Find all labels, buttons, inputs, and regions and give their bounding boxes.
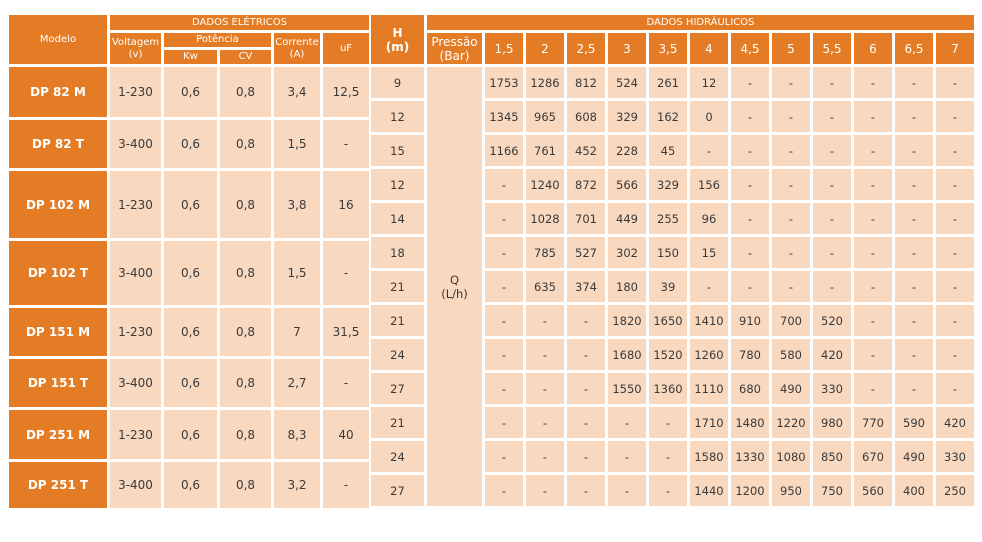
flow-cell: - [772, 169, 810, 200]
flow-cell: - [813, 135, 851, 166]
flow-cell: 45 [649, 135, 687, 166]
flow-cell: - [813, 169, 851, 200]
uf-cell: 12,5 [323, 67, 369, 117]
flow-cell: 329 [608, 101, 646, 132]
kw-cell: 0,6 [164, 241, 217, 305]
flow-cell: 330 [813, 373, 851, 404]
cv-cell: 0,8 [220, 308, 271, 356]
corrente-label: Corrente [275, 36, 319, 48]
flow-cell: 0 [690, 101, 728, 132]
flow-cell: - [936, 203, 974, 234]
h-unit: (m) [385, 39, 410, 54]
corrente-cell: 3,2 [274, 462, 320, 508]
hydraulic-data-table [368, 12, 977, 509]
flow-cell: - [772, 237, 810, 268]
flow-cell: - [526, 475, 564, 506]
flow-cell: - [731, 67, 769, 98]
model-name: DP 251 M [9, 410, 107, 459]
flow-cell: - [567, 407, 605, 438]
flow-cell: - [485, 441, 523, 472]
corrente-cell: 2,7 [274, 359, 320, 407]
flow-cell: - [936, 169, 974, 200]
flow-cell: 490 [772, 373, 810, 404]
flow-cell: - [526, 373, 564, 404]
flow-cell: 1440 [690, 475, 728, 506]
pressure-col-header: 6 [854, 33, 892, 64]
flow-cell: - [936, 135, 974, 166]
h-value: 27 [371, 373, 424, 404]
h-value: 18 [371, 237, 424, 268]
corrente-cell: 8,3 [274, 410, 320, 459]
corrente-cell: 7 [274, 308, 320, 356]
flow-cell: - [526, 339, 564, 370]
flow-cell: 180 [608, 271, 646, 302]
h-value: 21 [371, 305, 424, 336]
pressure-col-header: 4,5 [731, 33, 769, 64]
pressure-col-header: 5,5 [813, 33, 851, 64]
flow-cell: 701 [567, 203, 605, 234]
flow-cell: 1110 [690, 373, 728, 404]
pressure-col-header: 6,5 [895, 33, 933, 64]
flow-cell: 96 [690, 203, 728, 234]
flow-cell: - [813, 271, 851, 302]
flow-cell: - [936, 339, 974, 370]
flow-cell: 520 [813, 305, 851, 336]
flow-cell: - [895, 203, 933, 234]
flow-cell: 1200 [731, 475, 769, 506]
flow-cell: 770 [854, 407, 892, 438]
pressao-label: Pressão [431, 34, 478, 49]
flow-cell: 15 [690, 237, 728, 268]
voltagem-label: Voltagem [111, 36, 160, 48]
corrente-cell: 1,5 [274, 241, 320, 305]
flow-cell: - [608, 407, 646, 438]
flow-cell: 812 [567, 67, 605, 98]
model-name: DP 151 M [9, 308, 107, 356]
flow-cell: - [936, 101, 974, 132]
flow-cell: - [854, 305, 892, 336]
flow-cell: - [485, 271, 523, 302]
kw-cell: 0,6 [164, 308, 217, 356]
model-row [9, 241, 369, 305]
voltagem-cell: 1-230 [110, 67, 161, 117]
flow-cell: - [649, 441, 687, 472]
flow-cell: - [854, 237, 892, 268]
flow-cell: - [854, 67, 892, 98]
h-value: 24 [371, 441, 424, 472]
kw-cell: 0,6 [164, 359, 217, 407]
flow-cell: - [567, 339, 605, 370]
flow-cell: - [895, 135, 933, 166]
flow-cell: 524 [608, 67, 646, 98]
voltagem-cell: 3-400 [110, 359, 161, 407]
flow-cell: - [608, 441, 646, 472]
kw-cell: 0,6 [164, 462, 217, 508]
pressao-header [427, 33, 482, 64]
h-value: 24 [371, 339, 424, 370]
pressao-unit: (Bar) [439, 48, 470, 63]
flow-cell: 670 [854, 441, 892, 472]
model-row [9, 171, 369, 238]
flow-cell: - [854, 271, 892, 302]
q-unit: (L/h) [441, 286, 468, 301]
flow-cell: 780 [731, 339, 769, 370]
flow-cell: - [485, 339, 523, 370]
corrente-unit: (A) [289, 48, 305, 60]
model-name: DP 82 M [9, 67, 107, 117]
corrente-cell: 3,4 [274, 67, 320, 117]
flow-cell: - [485, 169, 523, 200]
flow-cell: 1240 [526, 169, 564, 200]
corrente-cell: 1,5 [274, 120, 320, 168]
flow-cell: 452 [567, 135, 605, 166]
flow-cell: - [895, 169, 933, 200]
flow-cell: - [731, 271, 769, 302]
model-name: DP 251 T [9, 462, 107, 508]
model-row [9, 308, 369, 356]
kw-cell: 0,6 [164, 410, 217, 459]
pressure-col-header: 3,5 [649, 33, 687, 64]
flow-cell: - [895, 271, 933, 302]
corrente-header [274, 33, 320, 64]
flow-cell: 374 [567, 271, 605, 302]
flow-cell: 1260 [690, 339, 728, 370]
flow-cell: - [772, 67, 810, 98]
flow-cell: - [567, 373, 605, 404]
uf-cell: 40 [323, 410, 369, 459]
uf-cell: - [323, 462, 369, 508]
flow-cell: 39 [649, 271, 687, 302]
q-label [427, 67, 482, 506]
pressure-col-header: 1,5 [485, 33, 523, 64]
flow-cell: 420 [936, 407, 974, 438]
h-value: 12 [371, 169, 424, 200]
flow-cell: 850 [813, 441, 851, 472]
flow-cell: - [567, 441, 605, 472]
flow-cell: 1480 [731, 407, 769, 438]
flow-cell: - [854, 339, 892, 370]
h-value: 27 [371, 475, 424, 506]
model-row [9, 462, 369, 508]
flow-cell: 1360 [649, 373, 687, 404]
flow-cell: 980 [813, 407, 851, 438]
flow-cell: 1330 [731, 441, 769, 472]
flow-cell: 150 [649, 237, 687, 268]
pressure-col-header: 7 [936, 33, 974, 64]
flow-cell: - [936, 67, 974, 98]
cv-cell: 0,8 [220, 410, 271, 459]
flow-cell: - [690, 271, 728, 302]
voltagem-cell: 1-230 [110, 171, 161, 238]
flow-cell: 490 [895, 441, 933, 472]
flow-cell: 329 [649, 169, 687, 200]
flow-cell: - [895, 237, 933, 268]
flow-cell: - [936, 305, 974, 336]
kw-cell: 0,6 [164, 120, 217, 168]
flow-cell: 761 [526, 135, 564, 166]
model-row [9, 67, 369, 117]
flow-cell: - [731, 203, 769, 234]
uf-cell: 31,5 [323, 308, 369, 356]
flow-cell: - [731, 135, 769, 166]
flow-cell: 560 [854, 475, 892, 506]
pressure-col-header: 5 [772, 33, 810, 64]
flow-cell: 400 [895, 475, 933, 506]
flow-cell: - [567, 475, 605, 506]
flow-cell: 1550 [608, 373, 646, 404]
flow-cell: 420 [813, 339, 851, 370]
flow-cell: 590 [895, 407, 933, 438]
h-value: 12 [371, 101, 424, 132]
flow-cell: - [936, 373, 974, 404]
flow-cell: 228 [608, 135, 646, 166]
flow-cell: 1820 [608, 305, 646, 336]
flow-cell: - [813, 67, 851, 98]
uf-cell: - [323, 120, 369, 168]
voltagem-cell: 3-400 [110, 462, 161, 508]
flow-cell: - [772, 203, 810, 234]
flow-cell: 566 [608, 169, 646, 200]
flow-cell: 1753 [485, 67, 523, 98]
flow-cell: - [526, 305, 564, 336]
flow-cell: 527 [567, 237, 605, 268]
voltagem-unit: (v) [128, 48, 143, 60]
voltagem-cell: 1-230 [110, 308, 161, 356]
voltagem-cell: 3-400 [110, 120, 161, 168]
flow-cell: - [690, 135, 728, 166]
cv-cell: 0,8 [220, 462, 271, 508]
flow-cell: 1520 [649, 339, 687, 370]
kw-cell: 0,6 [164, 171, 217, 238]
q-symbol: Q [449, 272, 460, 287]
flow-cell: - [485, 237, 523, 268]
flow-cell: 1650 [649, 305, 687, 336]
flow-cell: 1166 [485, 135, 523, 166]
flow-cell: 156 [690, 169, 728, 200]
corrente-cell: 3,8 [274, 171, 320, 238]
flow-cell: - [731, 101, 769, 132]
cv-cell: 0,8 [220, 359, 271, 407]
flow-row [371, 67, 974, 98]
flow-cell: - [854, 101, 892, 132]
model-row [9, 120, 369, 168]
flow-cell: - [485, 305, 523, 336]
pressure-col-header: 3 [608, 33, 646, 64]
model-name: DP 102 T [9, 241, 107, 305]
pressure-col-header: 4 [690, 33, 728, 64]
flow-cell: - [895, 67, 933, 98]
voltagem-header [110, 33, 161, 64]
flow-cell: - [854, 203, 892, 234]
cv-cell: 0,8 [220, 120, 271, 168]
cv-cell: 0,8 [220, 241, 271, 305]
flow-cell: - [526, 407, 564, 438]
model-name: DP 82 T [9, 120, 107, 168]
dados-eletricos-header: DADOS ELÉTRICOS [110, 15, 369, 30]
flow-cell: 330 [936, 441, 974, 472]
uf-cell: - [323, 359, 369, 407]
flow-cell: 1580 [690, 441, 728, 472]
flow-cell: - [649, 407, 687, 438]
flow-cell: - [649, 475, 687, 506]
flow-cell: - [485, 203, 523, 234]
dados-hidraulicos-header: DADOS HIDRÁULICOS [427, 15, 974, 30]
flow-cell: - [772, 135, 810, 166]
flow-cell: - [895, 339, 933, 370]
flow-cell: - [813, 237, 851, 268]
model-name: DP 102 M [9, 171, 107, 238]
h-value: 21 [371, 407, 424, 438]
flow-cell: - [813, 101, 851, 132]
flow-cell: 872 [567, 169, 605, 200]
flow-cell: 1680 [608, 339, 646, 370]
uf-header: uF [323, 33, 369, 64]
flow-cell: 1286 [526, 67, 564, 98]
flow-cell: 965 [526, 101, 564, 132]
flow-cell: - [854, 135, 892, 166]
flow-cell: 950 [772, 475, 810, 506]
flow-cell: - [936, 237, 974, 268]
voltagem-cell: 3-400 [110, 241, 161, 305]
pressure-col-header: 2 [526, 33, 564, 64]
flow-cell: 12 [690, 67, 728, 98]
flow-cell: 700 [772, 305, 810, 336]
flow-cell: 1410 [690, 305, 728, 336]
flow-cell: 1345 [485, 101, 523, 132]
cv-header: CV [220, 50, 271, 64]
flow-cell: - [526, 441, 564, 472]
flow-cell: - [936, 271, 974, 302]
flow-cell: - [485, 373, 523, 404]
cv-cell: 0,8 [220, 171, 271, 238]
h-value: 21 [371, 271, 424, 302]
flow-cell: 162 [649, 101, 687, 132]
flow-cell: 635 [526, 271, 564, 302]
flow-cell: 785 [526, 237, 564, 268]
uf-cell: 16 [323, 171, 369, 238]
flow-cell: - [608, 475, 646, 506]
flow-cell: 580 [772, 339, 810, 370]
flow-cell: - [731, 237, 769, 268]
flow-cell: 1080 [772, 441, 810, 472]
flow-cell: - [567, 305, 605, 336]
model-row [9, 359, 369, 407]
flow-cell: 261 [649, 67, 687, 98]
flow-cell: - [813, 203, 851, 234]
model-name: DP 151 T [9, 359, 107, 407]
flow-cell: 255 [649, 203, 687, 234]
potencia-header: Potência [164, 33, 271, 47]
model-row [9, 410, 369, 459]
flow-cell: 910 [731, 305, 769, 336]
h-header [371, 15, 424, 64]
flow-cell: 250 [936, 475, 974, 506]
flow-cell: 449 [608, 203, 646, 234]
flow-cell: 1710 [690, 407, 728, 438]
h-label: H [392, 25, 403, 40]
modelo-header: Modelo [9, 15, 107, 64]
kw-header: Kw [164, 50, 217, 64]
flow-cell: 1220 [772, 407, 810, 438]
flow-cell: - [895, 101, 933, 132]
flow-cell: 1028 [526, 203, 564, 234]
cv-cell: 0,8 [220, 67, 271, 117]
flow-cell: - [854, 169, 892, 200]
h-value: 9 [371, 67, 424, 98]
h-value: 14 [371, 203, 424, 234]
flow-cell: - [772, 271, 810, 302]
flow-cell: - [485, 407, 523, 438]
flow-cell: 680 [731, 373, 769, 404]
uf-cell: - [323, 241, 369, 305]
flow-cell: - [485, 475, 523, 506]
flow-cell: 608 [567, 101, 605, 132]
kw-cell: 0,6 [164, 67, 217, 117]
flow-cell: 750 [813, 475, 851, 506]
h-value: 15 [371, 135, 424, 166]
flow-cell: - [772, 101, 810, 132]
flow-cell: - [731, 169, 769, 200]
flow-cell: - [854, 373, 892, 404]
flow-cell: - [895, 305, 933, 336]
flow-cell: - [895, 373, 933, 404]
electrical-data-table [6, 12, 372, 511]
voltagem-cell: 1-230 [110, 410, 161, 459]
flow-cell: 302 [608, 237, 646, 268]
pressure-col-header: 2,5 [567, 33, 605, 64]
